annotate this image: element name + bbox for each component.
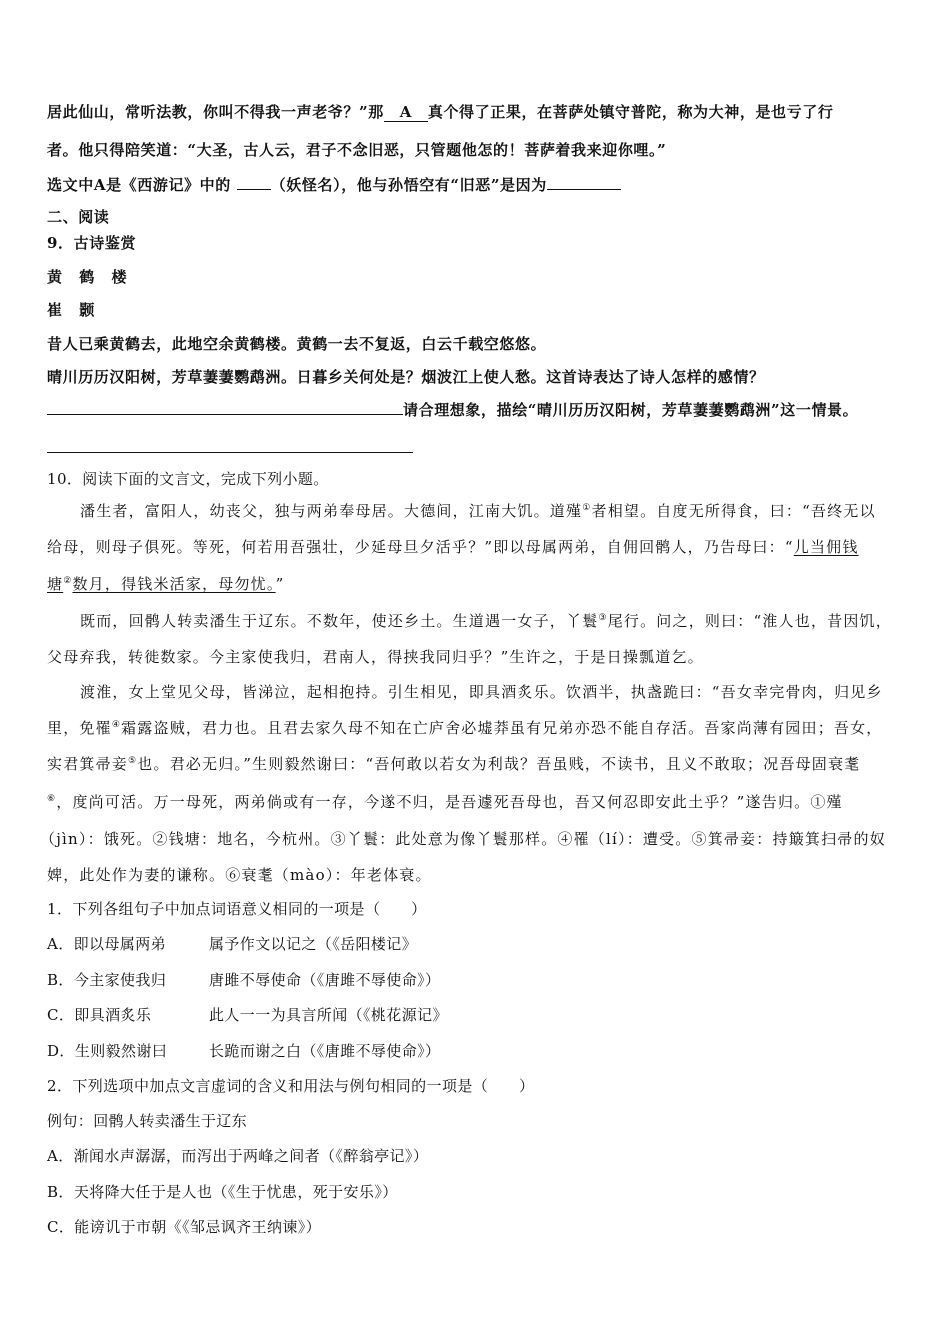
q9-heading: 古诗鉴赏 [73,234,137,252]
underlined-sentence: 儿当佣钱 [793,538,859,556]
q8-middle: 是《西游记》中的 [106,176,231,194]
text: ” [275,575,285,593]
question-8 [47,174,621,195]
sub1-option-d[interactable] [47,1040,440,1061]
classical-p1-l3 [47,573,284,594]
footnote-mark: ⑤ [128,756,138,766]
q8-a-mark: A [93,176,107,194]
poem-line-2: 晴川历历汉阳树，芳草萋萋鹦鹉洲。日暮乡关何处是？烟波江上使人愁。这首诗表达了诗人怎样的感情？ [47,368,765,386]
footnote-mark: ④ [111,720,122,730]
classical-p2-l1 [80,610,892,631]
text: 既而，回鹘人转卖潘生于辽东。不数年，使还乡土。生道遇一女子，丫鬟 [80,612,599,630]
classical-p1-l1 [80,500,876,521]
option-label: A．即以母属两弟 [47,935,167,953]
question-10-intro: 10．阅读下面的文言文，完成下列小题。 [47,470,329,488]
answer-blank-reason[interactable] [547,174,621,190]
answer-blank-feeling[interactable] [47,399,403,415]
section-title: 二、阅读 [47,208,110,226]
answer-line-scene[interactable] [47,437,413,457]
footnote-mark: ② [63,576,73,586]
text: 给母，则母子俱死。等死，何若用吾强壮，少延母旦夕活乎？”即以母属两弟，自佣回鹘人，乃告母曰：“ [47,538,794,556]
poem-title: 黄 鹤 楼 [47,268,133,286]
answer-blank-a[interactable]: A [384,103,428,122]
poem-line-1: 昔人已乘黄鹤去，此地空余黄鹤楼。黄鹤一去不复返，白云千载空悠悠。 [47,335,547,353]
sub-question-2: 2．下列选项中加点文言虚词的含义和用法与例句相同的一项是（ ） [47,1077,535,1095]
answer-blank-demon-name[interactable] [237,174,271,190]
notes-line-2: 婢，此处作为妻的谦称。⑥衰耄（mào）：年老体衰。 [47,866,432,884]
classical-p3-l3 [47,753,860,774]
option-label: B．今主家使我归 [47,971,167,989]
q9-number: 9． [47,234,74,252]
text: 霜露盗贼，君力也。且君去家久母不知在亡庐舍必墟莽虽有兄弟亦恐不能自存活。吾家尚薄有园田；吾女， [121,719,883,737]
underlined-sentence: 塘 [47,575,64,593]
text: 实君箕帚妾 [47,755,129,773]
sub1-option-c[interactable] [47,1004,448,1025]
text: 者相望。自度无所得食，曰：“吾终无以 [591,502,876,520]
footnote-mark: ⑥ [47,794,57,804]
classical-p2-l2: 父母弃我，转徙数家。今主家使我归，君南人，得挟我同归乎？”生许之，于是日操瓢道乞。 [47,648,704,666]
text: 尾行。问之，则曰：“淮人也，昔因饥， [607,612,892,630]
q8-prefix: 选文中 [47,176,94,194]
question-9-heading [47,232,136,253]
classical-p3-l1: 渡淮，女上堂见父母，皆涕泣，起相抱持。引生相见，即具酒炙乐。饮酒半，执盏跪曰：“吾女幸完骨肉，归见乡 [80,683,883,701]
option-label: D．生则毅然谢曰 [47,1042,168,1060]
text: 也。君必无归。”生则毅然谢曰：“吾何敢以若女为利哉？吾虽贱，不读书，且义不敢取；况吾母固衰耄 [137,755,861,773]
classical-p1-l2 [47,536,859,557]
option-pair: 属予作文以记之（《岳阳楼记》 [209,935,418,953]
option-label: C．即具酒炙乐 [47,1006,152,1024]
passage-line-2: 者。他只得陪笑道：“大圣，古人云，君子不念旧恶，只管题他怎的！菩萨着我来迎你哩。” [47,141,667,159]
sub2-option-b[interactable]: B．天将降大任于是人也（《生于忧患，死于安乐》） [47,1183,398,1201]
q8-after: （妖怪名），他与孙悟空有“旧恶”是因为 [270,176,547,194]
notes-line-1: （jìn）：饿死。②钱塘：地名，今杭州。③丫鬟：此处意为像丫鬟那样。④罹（lí）：遭受。⑤箕帚妾：持簸箕扫帚的奴 [40,830,886,848]
sub2-option-c[interactable]: C．能谤讥于市朝《《邹忌讽齐王纳谏》） [47,1218,322,1236]
footnote-mark: ① [582,503,592,513]
sub2-option-a[interactable]: A．渐闻水声潺潺，而泻出于两峰之间者（《醉翁亭记》） [47,1147,429,1165]
answer-blank-scene[interactable] [47,437,413,453]
q9-task-line [47,399,858,420]
sub-question-1: 1．下列各组句子中加点词语意义相同的一项是（ ） [47,900,427,918]
footnote-mark: ③ [598,613,608,623]
poem-author: 崔 颢 [47,301,101,319]
text: 里，免罹 [47,719,112,737]
classical-p3-l2 [47,717,883,738]
classical-p3-l4 [47,791,843,812]
underlined-sentence: 数月，得钱米活家，母勿忧。 [72,575,276,593]
text: ，度尚可活。万一母死，两弟倘或有一存，今遂不归，是吾遽死吾母也，吾又何忍即安此土乎？”遂告归。①殣 [56,793,843,811]
option-pair: 唐雎不辱使命（《唐雎不辱使命》） [209,971,441,989]
option-pair: 长跪而谢之白（《唐雎不辱使命》） [209,1042,441,1060]
sub2-example: 例句：回鹘人转卖潘生于辽东 [47,1112,248,1130]
q9-task: 请合理想象，描绘“晴川历历汉阳树，芳草萋萋鹦鹉洲”这一情景。 [403,401,859,419]
passage-text: 真个得了正果，在菩萨处镇守普陀，称为大神，是也亏了行 [427,103,834,121]
sub1-option-a[interactable] [47,933,417,954]
passage-line-1 [47,101,833,122]
sub1-option-b[interactable] [47,969,440,990]
text: 潘生者，富阳人，幼丧父，独与两弟奉母居。大德间，江南大饥。道殣 [80,502,583,520]
passage-text: 居此仙山，常听法教，你叫不得我一声老爷？”那 [47,103,384,121]
option-pair: 此人一一为具言所闻（《桃花源记》 [209,1006,448,1024]
